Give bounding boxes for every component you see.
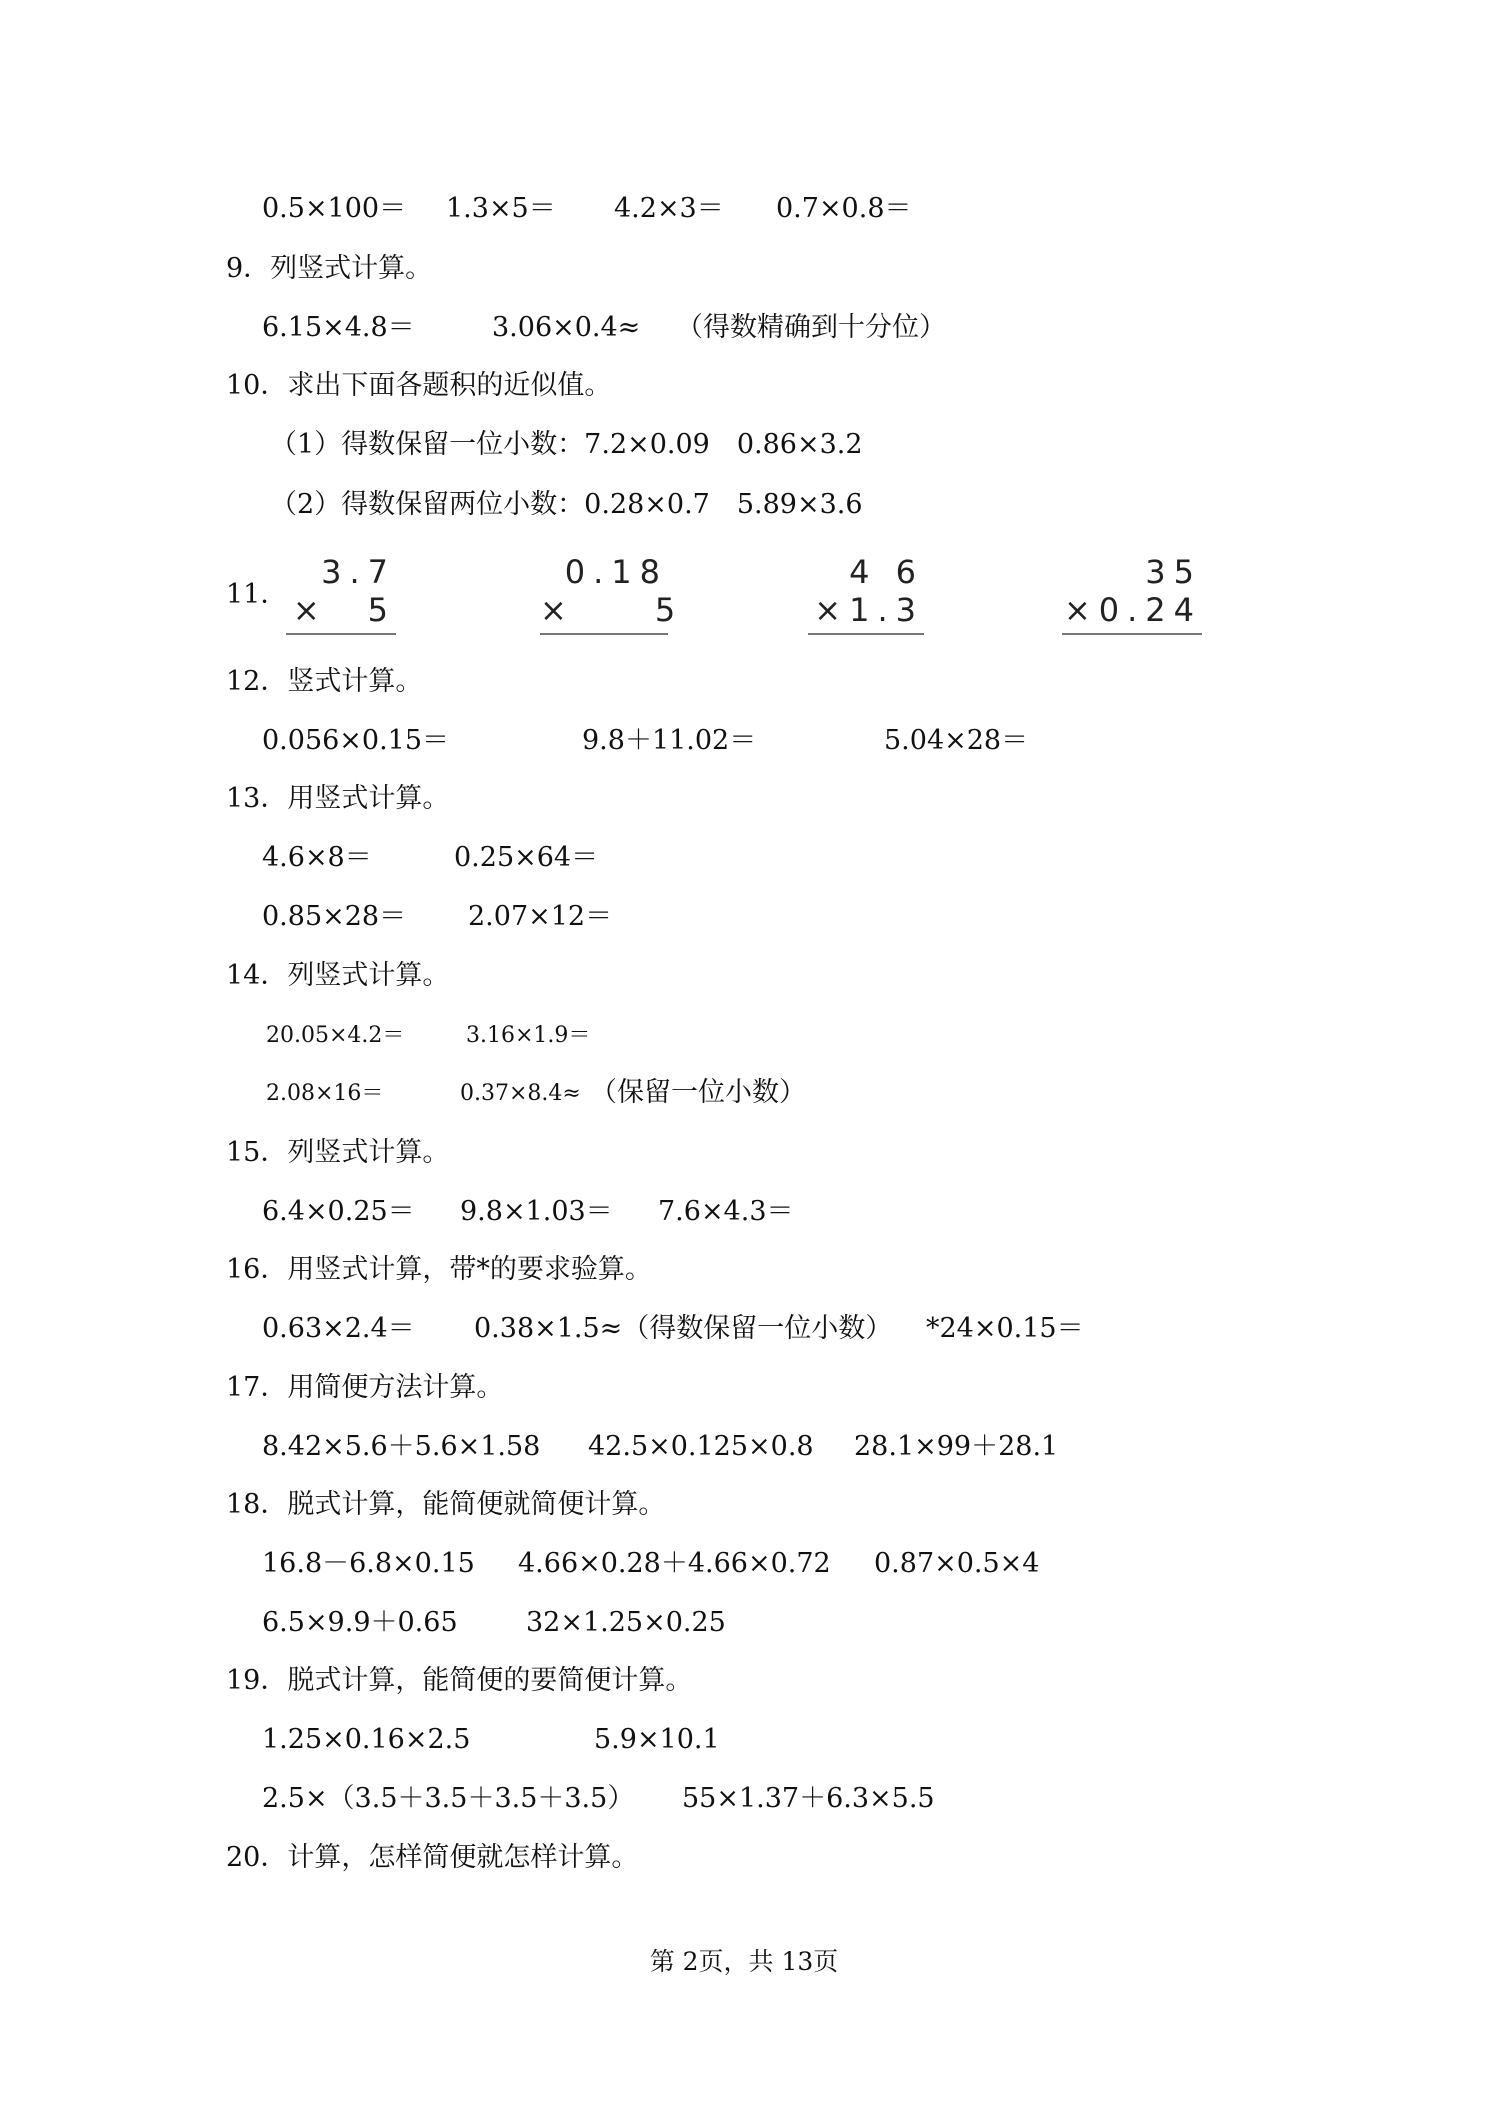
q9-note: （得数精确到十分位）: [676, 312, 946, 343]
q12-expr-1: 0.056×0.15＝: [262, 725, 450, 756]
q11-vertical-1-rule: [286, 633, 396, 635]
q8-expr-2: 1.3×5＝: [446, 193, 556, 224]
q11-vertical-4-bottom: ×0.24: [1063, 591, 1202, 629]
q13-expr-3: 0.85×28＝: [262, 901, 407, 932]
q11-vertical-3: [808, 553, 924, 635]
q15-title: 15．列竖式计算。: [226, 1137, 450, 1168]
q9-expr-2: 3.06×0.4≈: [492, 312, 641, 343]
q16-expr-3: *24×0.15＝: [926, 1313, 1084, 1344]
q17-title: 17．用简便方法计算。: [226, 1372, 504, 1403]
q15-expr-3: 7.6×4.3＝: [658, 1196, 794, 1227]
q14-expr-1: 20.05×4.2＝: [266, 1023, 405, 1048]
q14-expr-3: 2.08×16＝: [266, 1081, 384, 1106]
q11-vertical-3-top: 4 6: [849, 553, 924, 591]
q19-expr-3: 2.5×（3.5＋3.5＋3.5＋3.5）: [262, 1783, 635, 1814]
q13-expr-2: 0.25×64＝: [454, 842, 599, 873]
q18-expr-1: 16.8－6.8×0.15: [262, 1548, 475, 1579]
q17-expr-3: 28.1×99＋28.1: [854, 1431, 1059, 1462]
q13-expr-1: 4.6×8＝: [262, 842, 372, 873]
q15-expr-1: 6.4×0.25＝: [262, 1196, 415, 1227]
q8-expr-4: 0.7×0.8＝: [776, 193, 912, 224]
q11-vertical-1-top: 3.7: [321, 553, 396, 591]
q11-vertical-3-bottom: ×1.3: [814, 591, 924, 629]
q9-title: 9．列竖式计算。: [226, 253, 433, 284]
q19-title: 19．脱式计算，能简便的要简便计算。: [226, 1665, 693, 1696]
q17-expr-2: 42.5×0.125×0.8: [588, 1431, 814, 1462]
q15-expr-2: 9.8×1.03＝: [460, 1196, 613, 1227]
q11-vertical-2: [540, 553, 684, 635]
q11-number: 11．: [226, 579, 288, 610]
q9-expr-1: 6.15×4.8＝: [262, 312, 415, 343]
q8-expr-1: 0.5×100＝: [262, 193, 407, 224]
q17-expr-1: 8.42×5.6＋5.6×1.58: [262, 1431, 541, 1462]
q14-note: （保留一位小数）: [590, 1077, 806, 1108]
page-footer: 第 2页，共 13页: [649, 1947, 839, 1976]
q16-expr-2: 0.38×1.5≈（得数保留一位小数）: [474, 1313, 893, 1344]
q11-vertical-1: [286, 553, 396, 635]
q11-vertical-1-bottom: × 5: [292, 591, 396, 629]
q19-expr-2: 5.9×10.1: [594, 1724, 720, 1755]
q18-expr-5: 32×1.25×0.25: [526, 1607, 726, 1638]
q11-vertical-2-bottom: × 5: [540, 591, 684, 629]
q16-title: 16．用竖式计算，带*的要求验算。: [226, 1254, 652, 1285]
q18-title: 18．脱式计算，能简便就简便计算。: [226, 1489, 666, 1520]
q14-expr-4: 0.37×8.4≈: [460, 1081, 581, 1106]
q8-expr-3: 4.2×3＝: [614, 193, 724, 224]
q11-vertical-3-rule: [808, 633, 924, 635]
q12-expr-3: 5.04×28＝: [884, 725, 1029, 756]
q18-expr-4: 6.5×9.9＋0.65: [262, 1607, 458, 1638]
q14-title: 14．列竖式计算。: [226, 960, 450, 991]
q12-title: 12．竖式计算。: [226, 666, 423, 697]
q13-title: 13．用竖式计算。: [226, 783, 450, 814]
q10-line-1: （1）得数保留一位小数：7.2×0.09 0.86×3.2: [270, 429, 863, 460]
q10-title: 10．求出下面各题积的近似值。: [226, 370, 612, 401]
q16-expr-1: 0.63×2.4＝: [262, 1313, 415, 1344]
q12-expr-2: 9.8＋11.02＝: [582, 725, 757, 756]
q18-expr-2: 4.66×0.28＋4.66×0.72: [518, 1548, 831, 1579]
q11-vertical-4-top: 35: [1145, 553, 1202, 591]
q19-expr-1: 1.25×0.16×2.5: [262, 1724, 471, 1755]
q10-line-2: （2）得数保留两位小数：0.28×0.7 5.89×3.6: [270, 489, 863, 520]
q18-expr-3: 0.87×0.5×4: [874, 1548, 1040, 1579]
q13-expr-4: 2.07×12＝: [468, 901, 613, 932]
q11-vertical-2-rule: [540, 633, 668, 635]
q11-vertical-4: [1062, 553, 1202, 635]
q14-expr-2: 3.16×1.9＝: [466, 1023, 591, 1048]
q19-expr-4: 55×1.37＋6.3×5.5: [682, 1783, 935, 1814]
q11-vertical-4-rule: [1062, 633, 1202, 635]
q11-vertical-2-top: 0.18: [564, 553, 668, 591]
q20-title: 20．计算，怎样简便就怎样计算。: [226, 1842, 639, 1873]
